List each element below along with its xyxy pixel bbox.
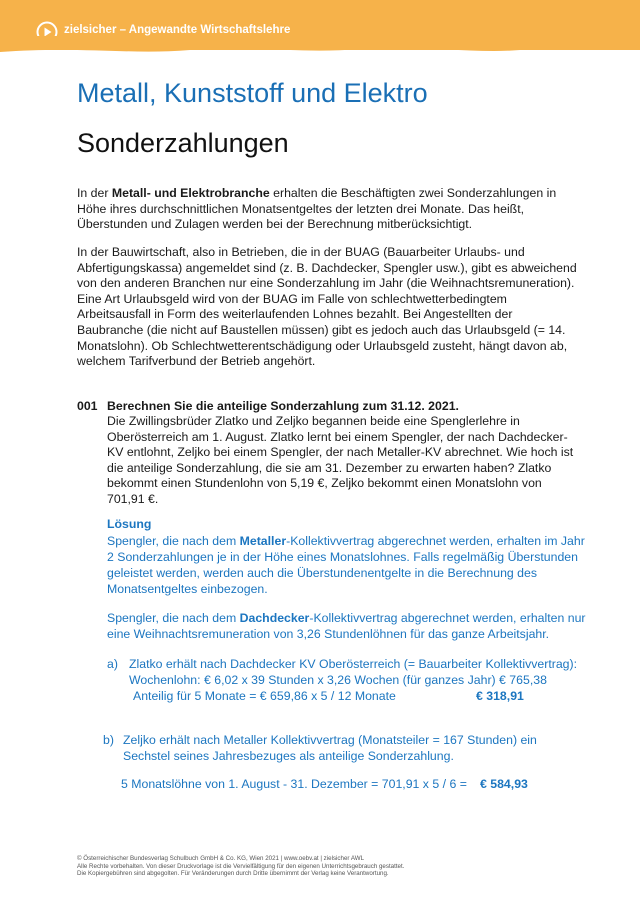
task-heading: Berechnen Sie die anteilige Sonderzahlung zum 31.12. 2021. bbox=[107, 399, 459, 413]
intro-paragraph-1: In der Metall- und Elektrobranche erhalten die Beschäftigten zwei Sonderzahlungen in Höhe ihres durchschnittlichen Monatsentgeltes der letzten drei Monate. Das heißt, Überstunden und Zulagen werden bei der Berechnung mitberücksichtigt. bbox=[77, 186, 557, 232]
item-b-amount: € 584,93 bbox=[480, 777, 528, 791]
header-wave bbox=[0, 36, 640, 58]
solution-bold-metaller: Metaller bbox=[239, 534, 287, 548]
item-b-label: b) bbox=[103, 733, 114, 747]
solution-title: Lösung bbox=[107, 517, 152, 531]
task-description: Die Zwillingsbrüder Zlatko und Zeljko begannen beide eine Spenglerlehre in Oberösterreich am 1. August. Zlatko lernt bei einem Spengler, der nach Dachdecker-KV entlohnt, Zeljko bei einem Spengler, der nach Metaller-KV abrechnet. Wie hoch ist die anteilige Sonderzahlung, die sie am 31. Dezember zu erwarten haben? Zlatko bekommt einen Stundenlohn von 5,19 €, Zeljko bekommt einen Monatslohn von 701,91 €. bbox=[107, 414, 574, 506]
solution-paragraph-metaller: Spengler, die nach dem Metaller-Kollektivvertrag abgerechnet werden, erhalten im Jahr 2 Sonderzahlungen je in der Höhe eines Monatslohnes. Falls regelmäßig Überstunden geleistet werden, werden auch die Überstundenentgelte in die Berechnung des Monatsentgeltes einbezogen. bbox=[107, 534, 585, 596]
task-number: 001 bbox=[77, 399, 98, 413]
item-b-line-3: 5 Monatslöhne von 1. August - 31. Dezember = 701,91 x 5 / 6 = bbox=[121, 777, 467, 791]
solution-paragraph-dachdecker: Spengler, die nach dem Dachdecker-Kollektivvertrag abgerechnet werden, erhalten nur eine Weihnachtsremuneration von 3,26 Stundenlöhnen für das ganze Arbeitsjahr. bbox=[107, 611, 586, 641]
intro-paragraph-2: In der Bauwirtschaft, also in Betrieben, die in der BUAG (Bauarbeiter Urlaubs- und Abfertigungskassa) angemeldet sind (z. B. Dachdecker, Spengler usw.), gibt es abweichend von den anderen Branchen nur eine Sonderzahlung im Jahr (die Weihnachtsremuneration). Eine Art Urlaubsgeld wird von der BUAG im Falle von schlechtwetterbedingtem Arbeitsausfall in Form des weiterlaufenden Lohnes bezahlt. Bei Angestellten der Baubranche (die nicht auf Baustellen müssen) gibt es jedoch auch das Urlaubsgeld (= 14. Monatslohn). Ob Schlechtwetterentschädigung oder Urlaubsgeld zusteht, hängt davon ab, welchem Tarifverbund der Betrieb angehört. bbox=[77, 245, 577, 369]
page-title: Metall, Kunststoff und Elektro bbox=[77, 78, 428, 108]
item-a-label: a) bbox=[107, 657, 118, 671]
item-a-line-3: Anteilig für 5 Monate = € 659,86 x 5 / 12 Monate bbox=[133, 689, 396, 703]
item-a-line-2: Wochenlohn: € 6,02 x 39 Stunden x 3,26 Wochen (für ganzes Jahr) € 765,38 bbox=[129, 673, 547, 687]
item-b-line-1: Zeljko erhält nach Metaller Kollektivvertrag (Monatsteiler = 167 Stunden) ein bbox=[123, 733, 537, 747]
footer-rights: Alle Rechte vorbehalten. Von dieser Druckvorlage ist die Vervielfältigung für den eigenen Unterrichtsgebrauch gestattet. bbox=[77, 862, 405, 870]
page-subtitle: Sonderzahlungen bbox=[77, 128, 289, 158]
footer-disclaimer: Die Kopiergebühren sind abgegolten. Für Veränderungen durch Dritte übernimmt der Verlag keine Verantwortung. bbox=[77, 870, 389, 878]
item-b-line-2: Sechstel seines Jahresbezuges als anteilige Sonderzahlung. bbox=[123, 749, 454, 763]
item-a-line-1: Zlatko erhält nach Dachdecker KV Oberösterreich (= Bauarbeiter Kollektivvertrag): bbox=[129, 657, 578, 671]
brand-name: zielsicher – Angewandte Wirtschaftslehre bbox=[64, 24, 291, 36]
footer-copyright: © Österreichischer Bundesverlag Schulbuch GmbH & Co. KG, Wien 2021 | www.oebv.at | zielsicher AWL bbox=[77, 855, 365, 862]
footer bbox=[77, 855, 597, 878]
item-a-amount: € 318,91 bbox=[476, 689, 524, 703]
solution-bold-dachdecker: Dachdecker bbox=[239, 611, 310, 625]
intro-bold-branch: Metall- und Elektrobranche bbox=[111, 186, 270, 200]
